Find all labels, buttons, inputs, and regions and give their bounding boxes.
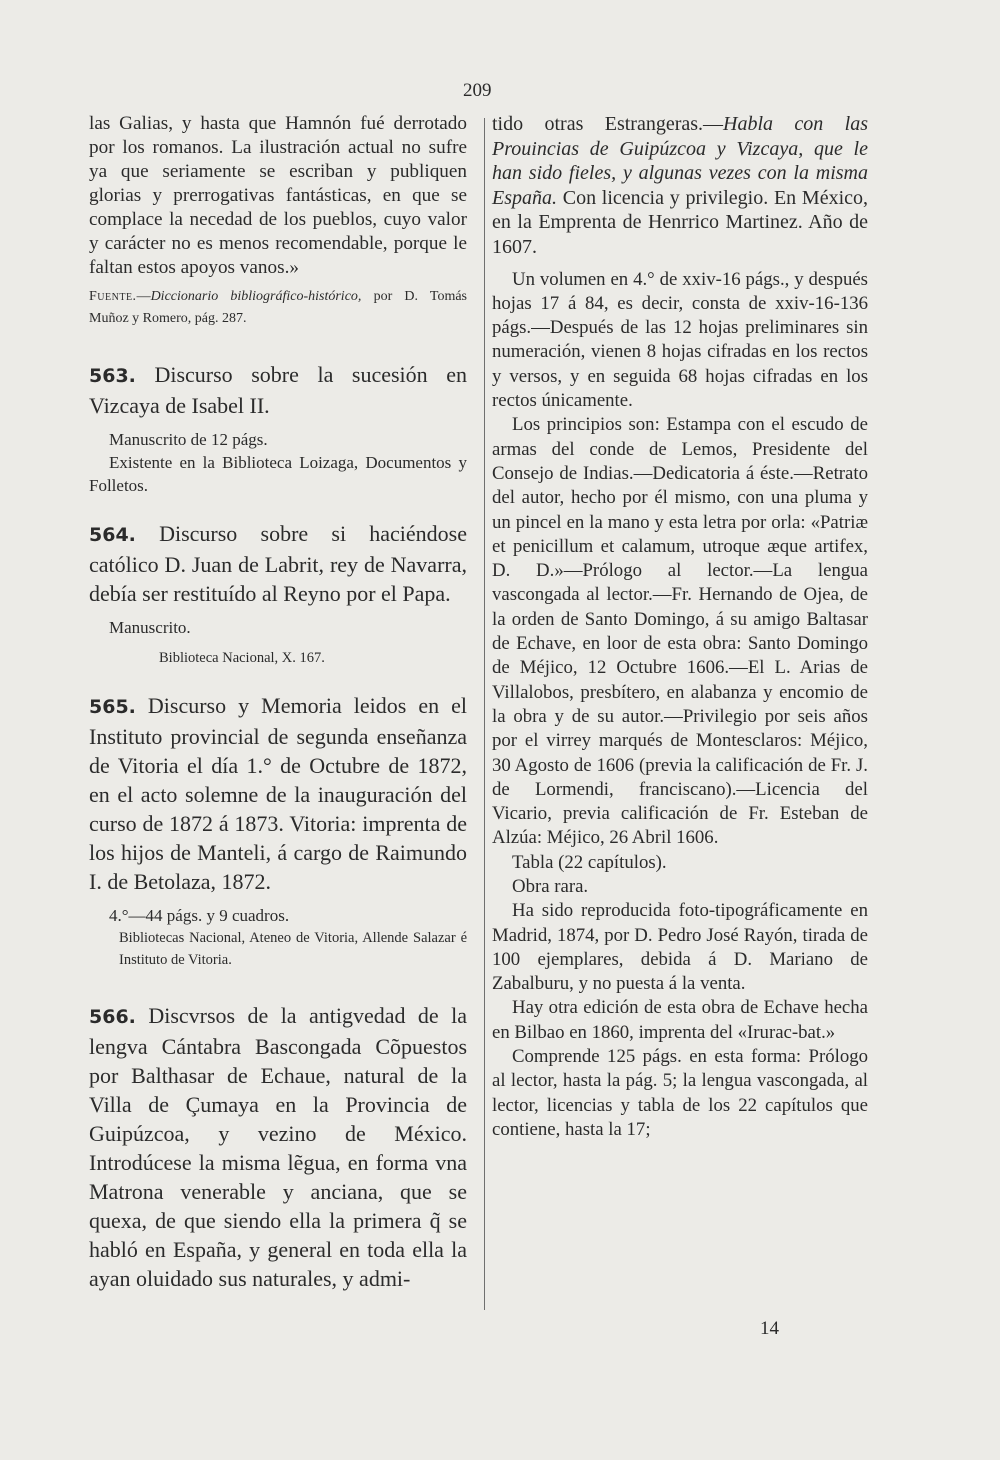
- entry-565: [89, 691, 467, 896]
- entry-564: [89, 519, 467, 608]
- entry-number: 566.: [89, 1006, 136, 1028]
- source-detail: por D. Tomás Muñoz y Romero, pág. 287.: [89, 289, 467, 326]
- entry-title: Discurso sobre la sucesión en Vizcaya de Isabel II.: [89, 362, 467, 418]
- title-italic: Habla con las Prouincias de Guipúzcoa y Vizcaya, que le han sido fieles, y algunas vezes con la misma España.: [492, 113, 868, 209]
- source-citation: [89, 286, 467, 330]
- entry-563: [89, 360, 467, 420]
- location-note: Bibliotecas Nacional, Ateneo de Vitoria, Allende Salazar é Instituto de Vitoria.: [119, 930, 467, 968]
- entry-detail: Existente en la Biblioteca Loizaga, Documentos y Folletos.: [89, 453, 467, 495]
- column-divider: [484, 118, 485, 1310]
- location-note: Biblioteca Nacional, X. 167.: [159, 650, 325, 666]
- left-column: [89, 112, 467, 1293]
- entry-566: [89, 1001, 467, 1293]
- entry-detail: 4.°—44 págs. y 9 cuadros.: [109, 906, 290, 925]
- source-label: Fuente.: [89, 289, 137, 304]
- paragraph: Hay otra edición de esta obra de Echave hecha en Bilbao en 1860, imprenta del «Irurac-bat.»: [492, 997, 868, 1043]
- entry-number: 563.: [89, 365, 136, 387]
- text-run: tido otras Estrangeras.—: [492, 113, 724, 135]
- entry-number: 565.: [89, 696, 136, 718]
- entry-number: 564.: [89, 524, 136, 546]
- page-number: 209: [463, 80, 492, 101]
- paragraph: Ha sido reproducida foto-tipográficamente en Madrid, 1874, por D. Pedro José Rayón, tirada de 100 ejemplares, debida á D. Mariano de Zabalburu, y no puesta á la venta.: [492, 900, 868, 995]
- paragraph: [492, 112, 868, 260]
- entry-title: Discvrsos de la antigvedad de la lengva Cántabra Bascongada Cõpuestos por Balthasar de Echaue, natural de la Villa de Çumaya en la Provincia de Guipúzcoa, y vezino de México. Introdúcese la misma lẽgua, en forma vna Matrona venerable y anciana, que se quexa, de que siendo ella la primera q̃ se habló en España, y general en toda ella la ayan oluidado sus naturales, y admi-: [89, 1003, 467, 1291]
- source-title: Diccionario bibliográfico-histórico,: [150, 289, 362, 304]
- paragraph: las Galias, y hasta que Hamnón fué derrotado por los romanos. La ilustración actual no sufre ya que seriamente se escriban y publiquen glorias y prerrogativas fantásticas, en que se complace la necedad de los pueblos, cuyo valor y carácter no es menos recomendable, porque le faltan estos apoyos vanos.»: [89, 113, 467, 278]
- paragraph: Los principios son: Estampa con el escudo de armas del conde de Lemos, Presidente del Consejo de Indias.—Dedicatoria á éste.—Retrato del autor, hecho por él mismo, con una pluma y un pincel en la mano y esta letra por orla: «Patriæ et penicillum et calamum, utroque æque artifex, D. D.»—Prólogo al lector.—La lengua vascongada al lector.—Fr. Hernando de Ojea, de la orden de Santo Domingo, á su amigo Baltasar de Echave, en loor de esta obra: Santo Domingo de Méjico, 12 Octubre 1606.—El L. Arias de Villalobos, presbítero, en alabanza y encomio de la obra y de su autor.—Privilegio por seis años por el virrey marqués de Montesclaros: Méjico, 30 Agosto de 1606 (previa la calificación de Fr. J. de Lormendi, franciscano).—Licencia del Vicario, previa calificación de Fr. Esteban de Alzúa: Méjico, 26 Abril 1606.: [492, 414, 868, 849]
- paragraph: Comprende 125 págs. en esta forma: Prólogo al lector, hasta la pág. 5; la lengua vascongada, al lector, licencias y tabla de los 22 capítulos que contiene, hasta la 17;: [492, 1046, 868, 1140]
- paragraph: Obra rara.: [512, 875, 589, 897]
- entry-detail: Manuscrito de 12 págs.: [109, 430, 268, 449]
- entry-title: Discurso sobre si haciéndose católico D. Juan de Labrit, rey de Navarra, debía ser restituído al Reyno por el Papa.: [89, 521, 467, 606]
- paragraph: Tabla (22 capítulos).: [512, 851, 667, 873]
- right-column: [492, 112, 868, 1142]
- source-dash: —: [136, 289, 151, 304]
- entry-detail: Manuscrito.: [109, 618, 191, 637]
- text-run: Con licencia y privilegio. En México, en la Emprenta de Henrrico Martinez. Año de 1607.: [492, 186, 868, 258]
- paragraph: Un volumen en 4.° de xxiv-16 págs., y después hojas 17 á 84, es decir, consta de xxiv-16-136 págs.—Después de las 12 hojas preliminares sin numeración, vienen 8 hojas cifradas en los rectos y versos, y en seguida 68 hojas cifradas en los rectos únicamente.: [492, 268, 868, 412]
- signature-mark: 14: [760, 1318, 779, 1339]
- entry-title: Discurso y Memoria leidos en el Instituto provincial de segunda enseñanza de Vitoria el día 1.° de Octubre de 1872, en el acto solemne de la inauguración del curso de 1872 á 1873. Vitoria: imprenta de los hijos de Manteli, á cargo de Raimundo I. de Betolaza, 1872.: [89, 693, 467, 894]
